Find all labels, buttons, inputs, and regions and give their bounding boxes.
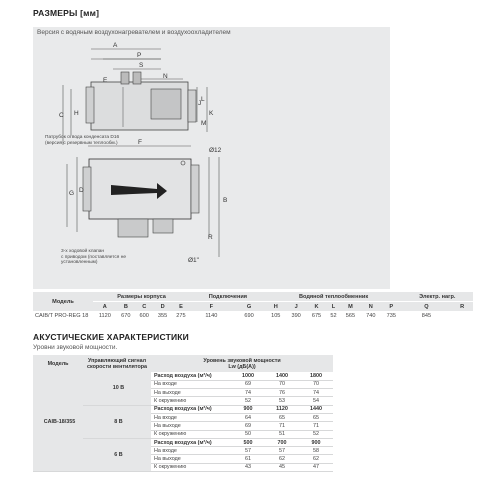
ac-airflow-label: Расход воздуха (м³/ч) bbox=[151, 438, 231, 446]
ac-speed: 6 В bbox=[83, 438, 151, 471]
dimension-label: M bbox=[201, 120, 207, 127]
ac-row-label: На выходе bbox=[151, 455, 231, 463]
ac-row-label: На входе bbox=[151, 380, 231, 388]
dims-letter-header: P bbox=[389, 303, 394, 310]
dims-value: 355 bbox=[153, 311, 171, 321]
ac-row-label: На входе bbox=[151, 413, 231, 421]
dims-value: 845 bbox=[402, 311, 452, 321]
ac-header-power-label: Уровень звуковой мощности bbox=[203, 357, 281, 364]
note-valve bbox=[61, 249, 126, 266]
ac-level-value: 74 bbox=[299, 389, 333, 397]
dimension-label: E bbox=[103, 77, 108, 84]
dims-value: 600 bbox=[135, 311, 153, 321]
ac-airflow-value: 1400 bbox=[265, 372, 299, 380]
dims-letter-header: Q bbox=[424, 303, 429, 310]
dims-value: 670 bbox=[117, 311, 135, 321]
ac-level-value: 50 bbox=[231, 430, 265, 438]
dims-value: 735 bbox=[381, 311, 402, 321]
ac-header-model: Модель bbox=[33, 355, 83, 372]
dimension-label: R bbox=[208, 234, 213, 241]
note-drain-line-2: (версия с резервным теплообм.) bbox=[45, 140, 118, 146]
dims-value: 740 bbox=[361, 311, 381, 321]
ac-row-label: На выходе bbox=[151, 389, 231, 397]
note-valve-line-1: 3-х ходовой клапан bbox=[61, 249, 105, 254]
ac-level-value: 64 bbox=[231, 413, 265, 421]
note-valve-line-2: с приводом (поставляется не bbox=[61, 254, 127, 260]
dims-letter-header: N bbox=[368, 303, 373, 310]
dimension-label: C bbox=[59, 112, 64, 119]
ac-row-label: К окружению bbox=[151, 463, 231, 471]
dims-letter-header: M bbox=[348, 303, 353, 310]
ac-airflow-value: 1000 bbox=[231, 372, 265, 380]
drawing-panel bbox=[33, 27, 390, 289]
ac-level-value: 70 bbox=[299, 380, 333, 388]
dims-model-header: Модель bbox=[52, 298, 74, 305]
dims-model-name: CAIB/T PRO-REG 18 bbox=[33, 311, 93, 321]
dimension-label: G bbox=[69, 190, 75, 197]
ac-level-value: 71 bbox=[299, 422, 333, 430]
dims-letter-header: J bbox=[294, 303, 298, 310]
ac-level-value: 53 bbox=[265, 397, 299, 405]
ac-level-value: 57 bbox=[231, 447, 265, 455]
ac-airflow-value: 700 bbox=[265, 438, 299, 446]
ac-level-value: 45 bbox=[265, 463, 299, 471]
dimension-label: L bbox=[201, 96, 205, 103]
dims-letter-header: E bbox=[179, 303, 183, 310]
ac-speed: 10 В bbox=[83, 372, 151, 405]
dims-value: 565 bbox=[340, 311, 360, 321]
dims-letter-header: D bbox=[160, 303, 165, 310]
ac-airflow-value: 500 bbox=[231, 438, 265, 446]
dims-letter-header: C bbox=[142, 303, 147, 310]
note-drain-line-1: Патрубок отвода конденсата D16 bbox=[45, 135, 120, 140]
dims-letter-header: L bbox=[331, 303, 336, 310]
ac-airflow-value: 1440 bbox=[299, 405, 333, 413]
dimension-label: P bbox=[137, 52, 142, 59]
dims-group-header: Подключения bbox=[190, 292, 265, 302]
ac-level-value: 62 bbox=[265, 455, 299, 463]
ac-row-label: На входе bbox=[151, 447, 231, 455]
dimension-label: D bbox=[79, 187, 84, 194]
dims-value: 275 bbox=[172, 311, 190, 321]
dims-letter-header: R bbox=[460, 303, 465, 310]
dims-letter-header: B bbox=[123, 303, 128, 310]
note-drain bbox=[45, 135, 119, 146]
dimension-label: K bbox=[209, 110, 214, 117]
page-title: РАЗМЕРЫ [мм] bbox=[33, 8, 100, 18]
acoustic-title: АКУСТИЧЕСКИЕ ХАРАКТЕРИСТИКИ bbox=[33, 332, 189, 342]
dims-letter-header: H bbox=[273, 303, 278, 310]
dims-value: 390 bbox=[286, 311, 306, 321]
dims-value: 1140 bbox=[190, 311, 232, 321]
dimension-label: B bbox=[223, 197, 228, 204]
ac-level-value: 71 bbox=[265, 422, 299, 430]
ac-speed: 8 В bbox=[83, 405, 151, 438]
dimension-label: F bbox=[138, 139, 142, 146]
dims-letter-header: F bbox=[209, 303, 214, 310]
ac-airflow-value: 900 bbox=[299, 438, 333, 446]
ac-airflow-label: Расход воздуха (м³/ч) bbox=[151, 372, 231, 380]
ac-row-label: На выходе bbox=[151, 422, 231, 430]
ac-level-value: 47 bbox=[299, 463, 333, 471]
dims-value: 675 bbox=[306, 311, 326, 321]
dimension-label: N bbox=[163, 73, 168, 80]
dimensions-table bbox=[33, 292, 473, 321]
ac-level-value: 65 bbox=[299, 413, 333, 421]
dims-group-header: Водяной теплообменник bbox=[266, 292, 402, 302]
ac-airflow-value: 1800 bbox=[299, 372, 333, 380]
ac-level-value: 69 bbox=[231, 380, 265, 388]
dims-letter-header: K bbox=[314, 303, 319, 310]
dims-value: 52 bbox=[327, 311, 341, 321]
ac-level-value: 62 bbox=[299, 455, 333, 463]
dimension-label: Ø1" bbox=[188, 257, 199, 264]
ac-level-value: 43 bbox=[231, 463, 265, 471]
dimension-label: S bbox=[139, 62, 144, 69]
ac-model: CAIB-18/355 bbox=[33, 372, 83, 472]
acoustic-table bbox=[33, 355, 333, 472]
ac-level-value: 76 bbox=[265, 389, 299, 397]
dims-letter-header: A bbox=[102, 303, 107, 310]
dims-group-header: Размеры корпуса bbox=[93, 292, 190, 302]
ac-level-value: 51 bbox=[265, 430, 299, 438]
ac-airflow-value: 900 bbox=[231, 405, 265, 413]
dimension-label: H bbox=[74, 110, 79, 117]
drawing-subtitle: Версия с водяным воздухонагревателем и воздухоохладителем bbox=[37, 29, 231, 36]
ac-level-value: 65 bbox=[265, 413, 299, 421]
ac-row-label: К окружению bbox=[151, 430, 231, 438]
acoustic-subtitle: Уровни звуковой мощности. bbox=[33, 344, 118, 351]
ac-airflow-value: 1120 bbox=[265, 405, 299, 413]
ac-row-label: К окружению bbox=[151, 397, 231, 405]
dims-letter-header: G bbox=[246, 303, 252, 310]
ac-level-value: 57 bbox=[265, 447, 299, 455]
ac-level-value: 74 bbox=[231, 389, 265, 397]
ac-level-value: 52 bbox=[299, 430, 333, 438]
dims-value bbox=[451, 311, 473, 321]
dims-value: 105 bbox=[266, 311, 286, 321]
ac-level-value: 58 bbox=[299, 447, 333, 455]
ac-level-value: 69 bbox=[231, 422, 265, 430]
ac-airflow-label: Расход воздуха (м³/ч) bbox=[151, 405, 231, 413]
dims-group-header: Электр. нагр. bbox=[402, 292, 473, 302]
ac-header-power bbox=[151, 355, 333, 372]
dimension-label: J bbox=[198, 100, 202, 107]
dimension-label: Ø12 bbox=[209, 147, 222, 154]
ac-level-value: 61 bbox=[231, 455, 265, 463]
dims-value: 690 bbox=[233, 311, 266, 321]
ac-level-value: 54 bbox=[299, 397, 333, 405]
dims-value: 1120 bbox=[93, 311, 117, 321]
ac-header-power-unit: Lw (дБ(А)) bbox=[228, 363, 256, 370]
ac-header-signal: Управляющий сигнал скорости вентилятора bbox=[83, 355, 151, 372]
ac-level-value: 52 bbox=[231, 397, 265, 405]
dimension-label: A bbox=[113, 42, 118, 49]
ac-level-value: 70 bbox=[265, 380, 299, 388]
note-valve-line-3: установленным) bbox=[61, 260, 98, 265]
